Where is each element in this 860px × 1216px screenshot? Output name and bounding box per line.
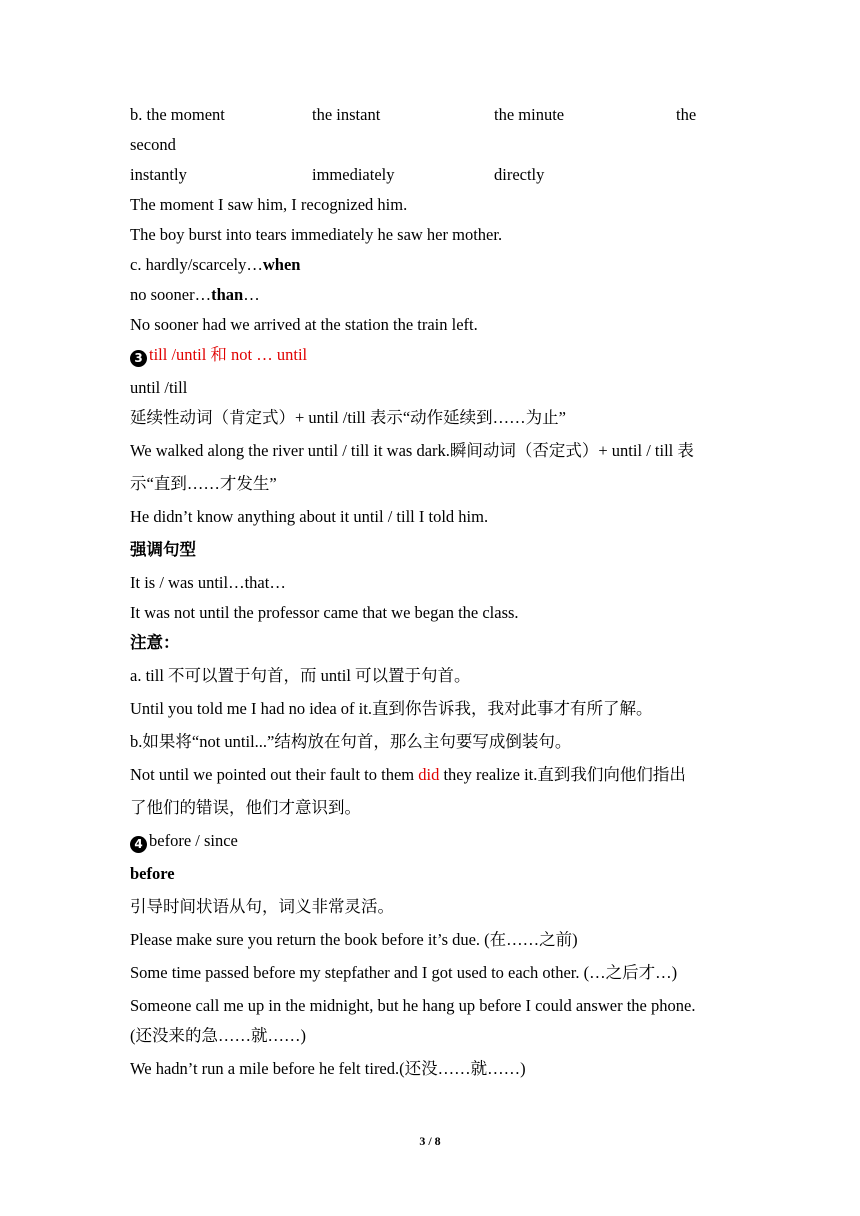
- until-description: 延续性动词（肯定式）+ until /till 表示“动作延续到……为止”: [130, 408, 567, 427]
- b-term-wrap: second: [130, 135, 176, 154]
- emphasis-heading: 强调句型: [130, 540, 196, 559]
- b-term-1: b. the moment: [130, 105, 225, 124]
- section-3-title: till /until 和 not … until: [149, 345, 308, 364]
- before-example-2: Some time passed before my stepfather and I got used to each other. (…之后才…): [130, 963, 678, 982]
- c-line: [130, 253, 730, 283]
- note-b-example-cont: 了他们的错误，他们才意识到。: [130, 798, 361, 817]
- until-example-2: He didn’t know anything about it until / till I told him.: [130, 507, 489, 526]
- adverb-2: immediately: [312, 165, 395, 184]
- section-3-heading: [130, 343, 730, 376]
- before-example-1: Please make sure you return the book before it’s due. (在……之前): [130, 930, 578, 949]
- page-number: 3 / 8: [419, 1134, 441, 1148]
- b-term-2: the instant: [312, 105, 381, 124]
- circled-number-4: 4: [130, 836, 147, 853]
- note-heading: 注意：: [130, 633, 180, 652]
- before-example-3b: (还没来的急……就……): [130, 1026, 306, 1045]
- note-b-example: [130, 763, 730, 796]
- until-till-label: until /till: [130, 378, 188, 397]
- no-sooner-pre: no sooner…: [130, 285, 212, 304]
- example-no-sooner: No sooner had we arrived at the station the train left.: [130, 315, 478, 334]
- before-heading: before: [130, 864, 175, 883]
- before-description: 引导时间状语从句，词义非常灵活。: [130, 897, 394, 916]
- adverb-3: directly: [494, 165, 545, 184]
- b-term-3: the minute: [494, 105, 565, 124]
- section-4-heading: [130, 829, 730, 862]
- until-example-line-1: We walked along the river until / till it was dark.瞬间动词（否定式）+ until / till 表: [130, 441, 694, 460]
- circled-number-3: 3: [130, 350, 147, 367]
- b-term-4: the: [676, 105, 697, 124]
- emphasis-example: It was not until the professor came that we began the class.: [130, 603, 519, 622]
- before-example-4: We hadn’t run a mile before he felt tired.(还没……就……): [130, 1059, 526, 1078]
- page-content: [130, 103, 730, 1090]
- example-immediately: The boy burst into tears immediately he saw her mother.: [130, 225, 503, 244]
- no-sooner-bold: than: [211, 285, 244, 304]
- note-a-example: Until you told me I had no idea of it.直到你告诉我，我对此事才有所了解。: [130, 699, 653, 718]
- note-b-example-red: did: [418, 765, 440, 784]
- no-sooner-post: …: [243, 285, 260, 304]
- note-b-example-post: they realize it.直到我们向他们指出: [439, 765, 686, 784]
- example-moment: The moment I saw him, I recognized him.: [130, 195, 408, 214]
- c-line-text: c. hardly/scarcely…: [130, 255, 263, 274]
- adverb-1: instantly: [130, 165, 187, 184]
- note-b: b.如果将“not until...”结构放在句首，那么主句要写成倒装句。: [130, 732, 572, 751]
- note-a: a. till 不可以置于句首，而 until 可以置于句首。: [130, 666, 471, 685]
- before-example-3a: Someone call me up in the midnight, but he hang up before I could answer the phone.: [130, 996, 696, 1015]
- no-sooner-line: [130, 283, 730, 313]
- b-adverbs-row: [130, 163, 730, 193]
- until-example-line-2: 示“直到……才发生”: [130, 474, 277, 493]
- section-4-title: before / since: [149, 831, 238, 850]
- emphasis-pattern: It is / was until…that…: [130, 573, 286, 592]
- c-line-bold: when: [262, 255, 301, 274]
- note-b-example-pre: Not until we pointed out their fault to them: [130, 765, 419, 784]
- b-synonyms-row: [130, 103, 730, 133]
